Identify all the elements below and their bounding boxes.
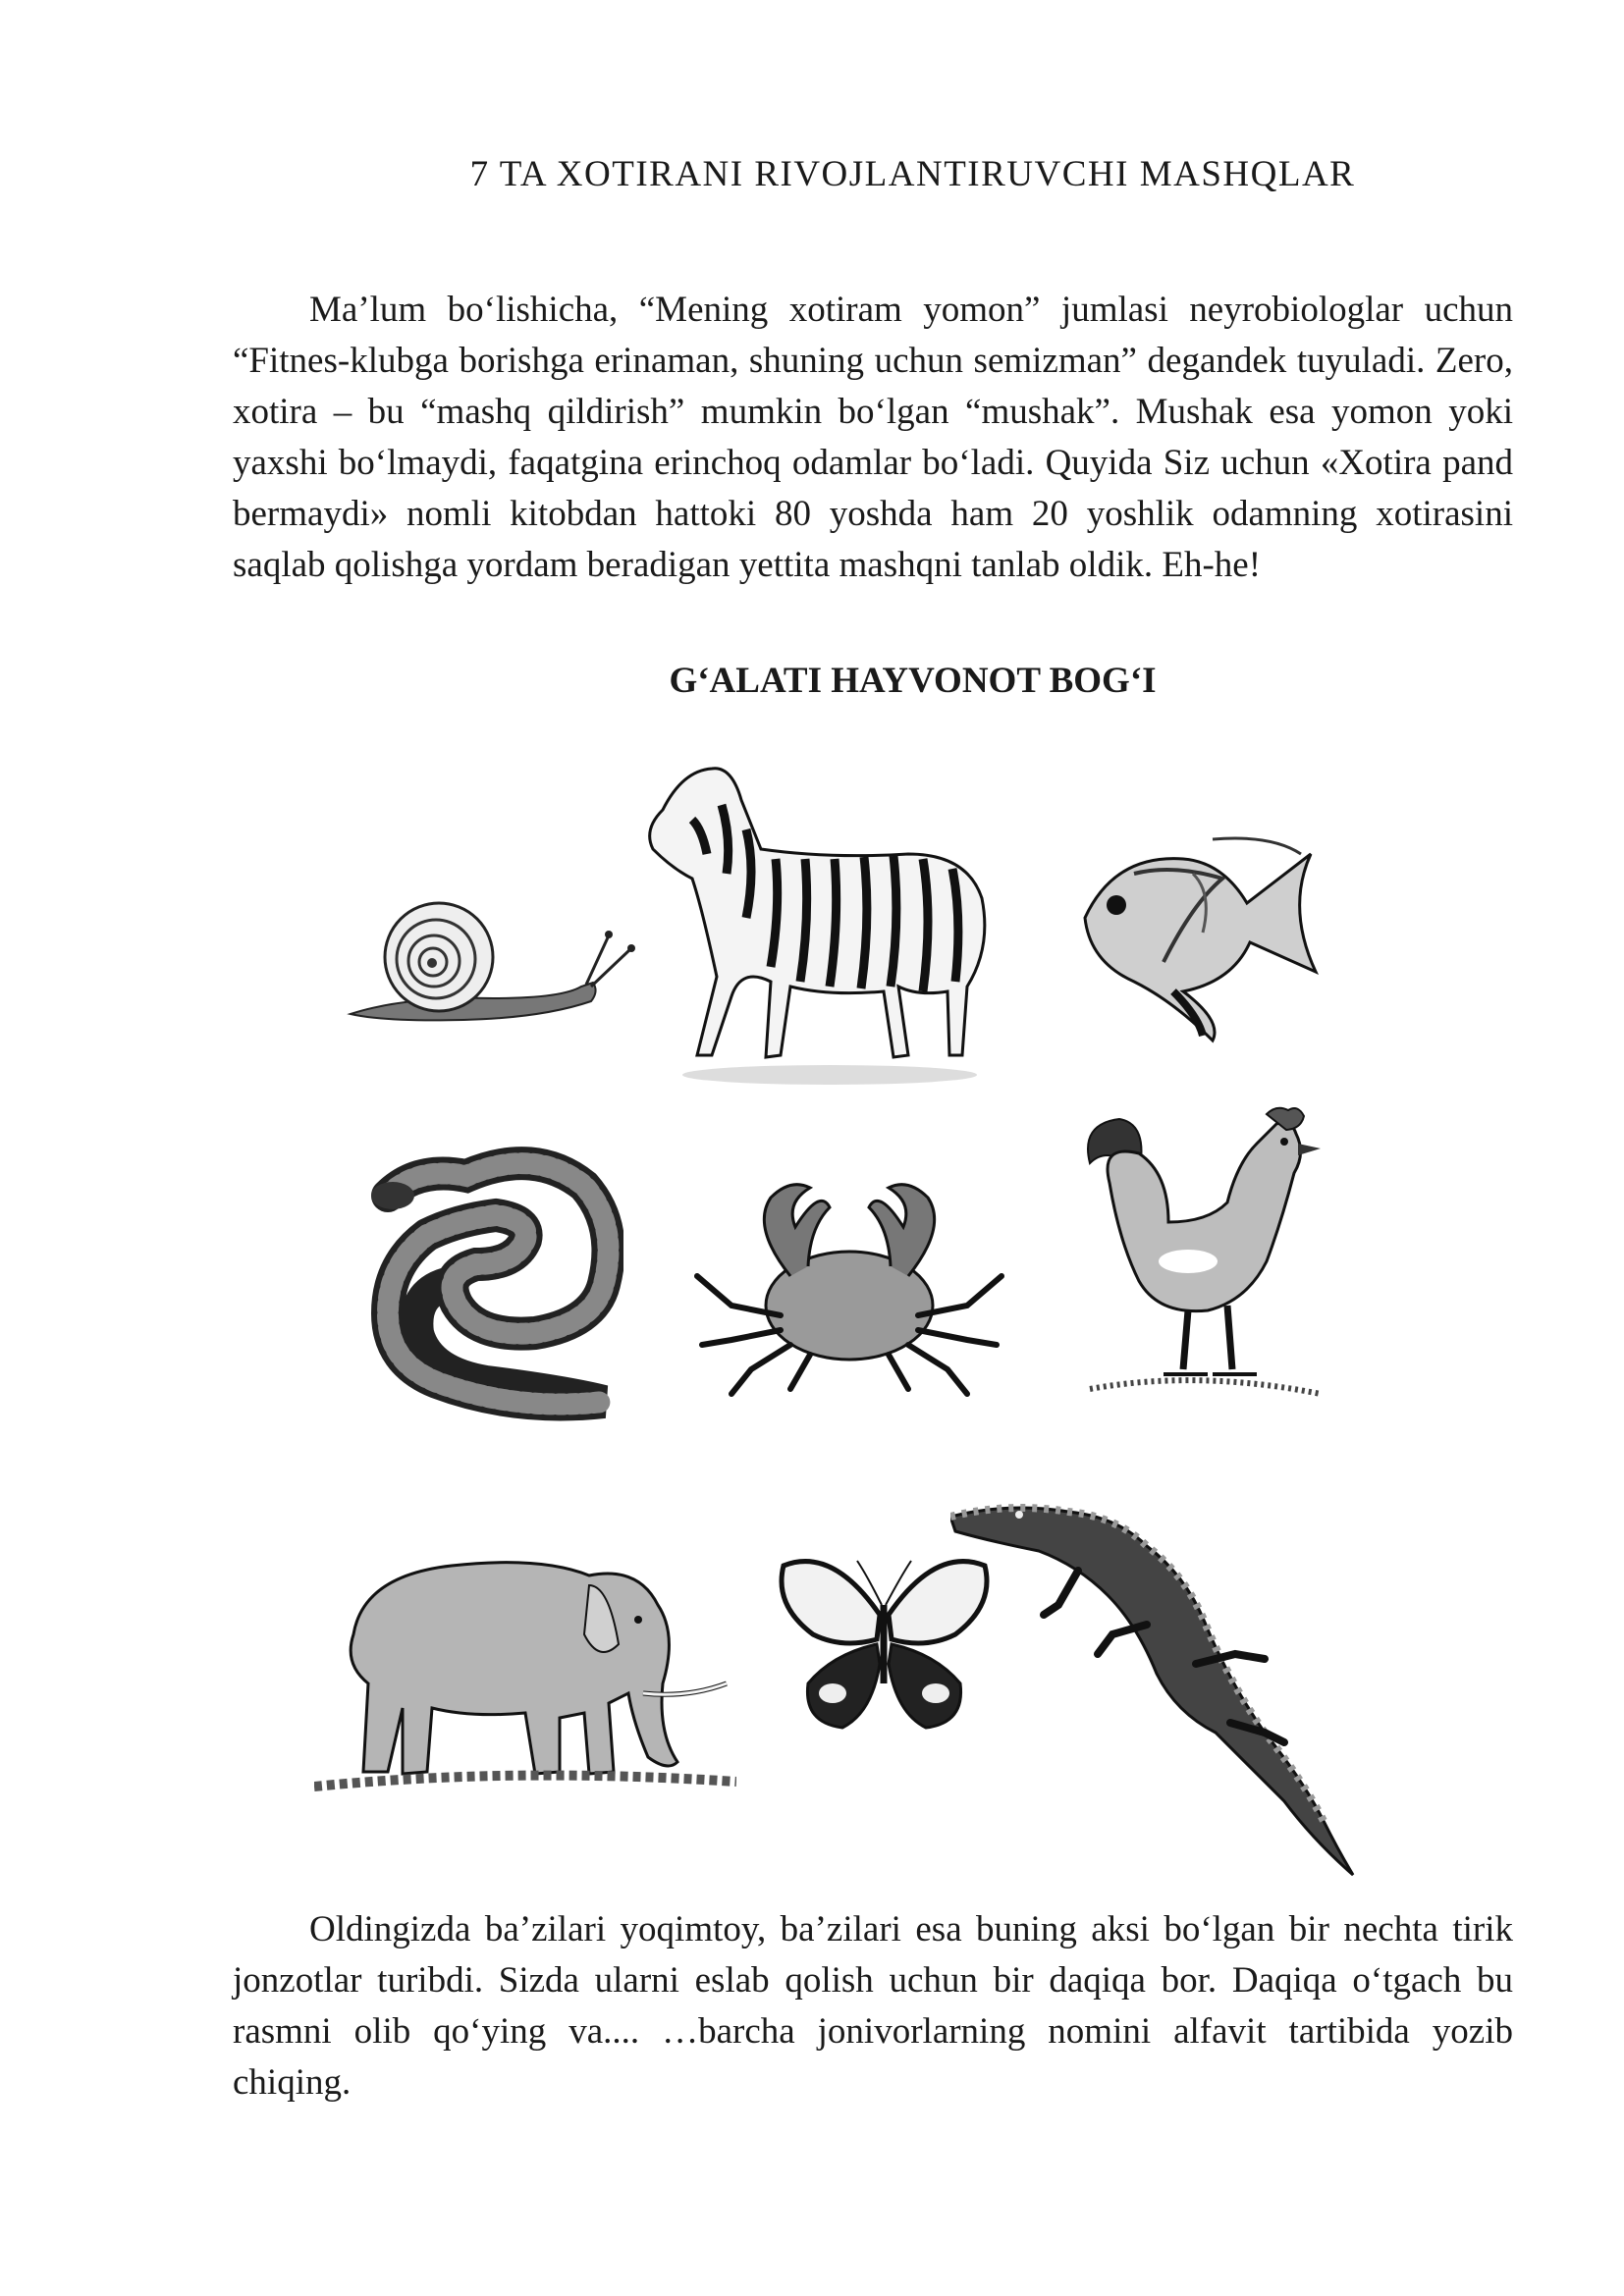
exercise-paragraph bbox=[233, 1904, 1513, 2109]
intro-paragraph bbox=[233, 285, 1513, 591]
rooster-icon bbox=[1070, 1104, 1330, 1409]
elephant-icon bbox=[314, 1536, 736, 1801]
intro-text: Ma’lum bo‘lishicha, “Mening xotiram yomon” jumlasi neyrobiologlar uchun “Fitnes-klubga borishga erinaman, shuning uchun semizman” degandek tuyuladi. Zero, xotira – bu “mashq qildirish” mumkin bo‘lgan “mushak”. Mushak esa yomon yoki yaxshi bo‘lmaydi, faqatgina erinchoq odamlar bo‘ladi. Quyida Siz uchun «Xotira pand bermaydi» nomli kitobdan hattoki 80 yoshda ham 20 yoshlik odamning xotirasini saqlab qolishga yordam beradigan yettita mashqni tanlab oldik. Eh-he! bbox=[233, 290, 1513, 585]
elephant-illustration bbox=[314, 1536, 736, 1801]
page-title: 7 TA XOTIRANI RIVOJLANTIRUVCHI MASHQLAR bbox=[469, 154, 1356, 194]
zebra-illustration bbox=[633, 761, 1006, 1095]
crocodile-illustration bbox=[950, 1497, 1363, 1880]
butterfly-illustration bbox=[774, 1546, 995, 1742]
fish-illustration bbox=[1075, 834, 1330, 1045]
exercise-text: Oldingizda ba’zilari yoqimtoy, ba’zilari esa buning aksi bo‘lgan bir nechta tirik jonzotlar turibdi. Sizda ularni eslab qolish uchun bir daqiqa bor. Daqiqa o‘tgach bu rasmni olib qo‘ying va.... …barcha jonivorlarning nomini alfavit tartibida yozib chiqing. bbox=[233, 1909, 1513, 2103]
snail-icon bbox=[346, 888, 640, 1026]
crab-icon bbox=[692, 1168, 1006, 1399]
crocodile-icon bbox=[950, 1497, 1363, 1880]
snail-illustration bbox=[346, 888, 640, 1026]
snake-icon bbox=[368, 1127, 623, 1421]
crab-illustration bbox=[692, 1168, 1006, 1399]
butterfly-icon bbox=[774, 1546, 995, 1742]
section-title: G‘ALATI HAYVONOT BOG‘I bbox=[669, 661, 1157, 701]
zebra-icon bbox=[633, 761, 1006, 1095]
snake-illustration bbox=[368, 1127, 623, 1421]
rooster-illustration bbox=[1070, 1104, 1330, 1409]
fish-icon bbox=[1075, 834, 1330, 1045]
